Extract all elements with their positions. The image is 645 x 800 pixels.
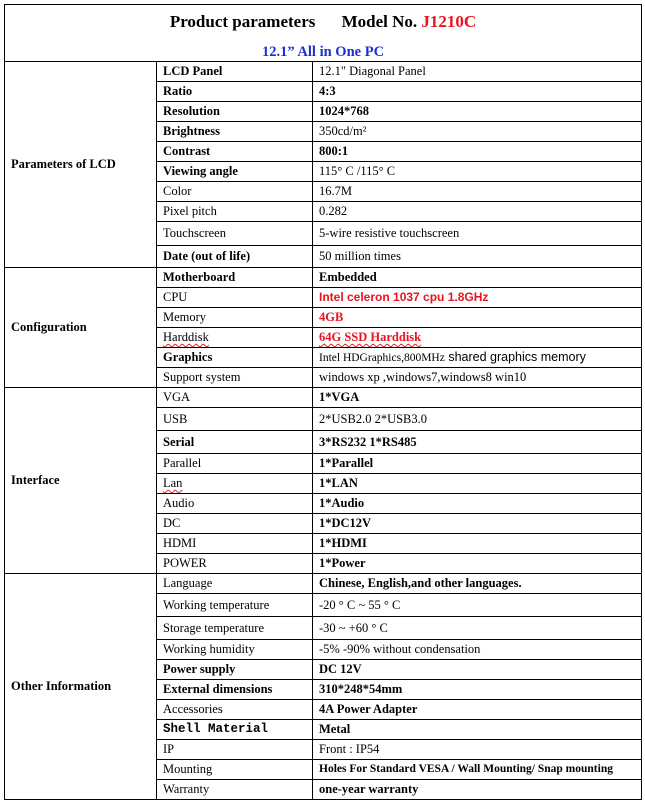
row-value: 350cd/m² (313, 122, 642, 142)
harddisk-value-text: 64G SSD Harddisk (319, 330, 422, 344)
row-value: 4:3 (313, 82, 642, 102)
row-label: Color (157, 182, 313, 202)
row-value: 2*USB2.0 2*USB3.0 (313, 408, 642, 431)
row-label: Shell Material (157, 720, 313, 740)
row-value: 800:1 (313, 142, 642, 162)
row-value: 1*VGA (313, 388, 642, 408)
row-value: 1*Audio (313, 494, 642, 514)
model-number: J1210C (421, 12, 477, 31)
row-label: Warranty (157, 780, 313, 800)
row-value (313, 348, 642, 368)
row-value: 115° C /115° C (313, 162, 642, 182)
row-value: 50 million times (313, 246, 642, 268)
row-value: Holes For Standard VESA / Wall Mounting/ Snap mounting (313, 760, 642, 780)
graphics-value-extra: shared graphics memory (444, 349, 586, 364)
header-title: Product parameters (169, 12, 316, 31)
row-label: HDMI (157, 534, 313, 554)
row-label: Support system (157, 368, 313, 388)
row-value: Front : IP54 (313, 740, 642, 760)
row-label: Audio (157, 494, 313, 514)
row-label: Motherboard (157, 268, 313, 288)
row-value: 310*248*54mm (313, 680, 642, 700)
row-label: Accessories (157, 700, 313, 720)
section-label-configuration: Configuration (5, 268, 157, 388)
row-label: Resolution (157, 102, 313, 122)
row-label: CPU (157, 288, 313, 308)
row-value (313, 328, 642, 348)
section-label-lcd: Parameters of LCD (5, 62, 157, 268)
row-label (157, 474, 313, 494)
row-label: LCD Panel (157, 62, 313, 82)
row-label: Mounting (157, 760, 313, 780)
row-value: Embedded (313, 268, 642, 288)
row-value: 5-wire resistive touchscreen (313, 222, 642, 246)
header-subtitle: 12.1” All in One PC (261, 44, 385, 60)
row-value: -20 ° C ~ 55 ° C (313, 594, 642, 617)
row-value: windows xp ,windows7,windows8 win10 (313, 368, 642, 388)
row-value: Chinese, English,and other languages. (313, 574, 642, 594)
row-value: 1*Power (313, 554, 642, 574)
header-row (5, 5, 642, 62)
row-label: VGA (157, 388, 313, 408)
header-title-line (11, 13, 635, 30)
row-label: POWER (157, 554, 313, 574)
row-value: 12.1" Diagonal Panel (313, 62, 642, 82)
row-value: 1024*768 (313, 102, 642, 122)
row-value: DC 12V (313, 660, 642, 680)
row-value: 0.282 (313, 202, 642, 222)
row-value: 3*RS232 1*RS485 (313, 431, 642, 454)
row-label: Working humidity (157, 640, 313, 660)
row-label: IP (157, 740, 313, 760)
row-label: Graphics (157, 348, 313, 368)
row-value: 16.7M (313, 182, 642, 202)
row-label: Working temperature (157, 594, 313, 617)
row-value: 1*HDMI (313, 534, 642, 554)
row-value: -5% -90% without condensation (313, 640, 642, 660)
table-row (5, 62, 642, 82)
row-label: Ratio (157, 82, 313, 102)
row-label: External dimensions (157, 680, 313, 700)
row-label: Pixel pitch (157, 202, 313, 222)
row-label: Parallel (157, 454, 313, 474)
section-label-other-information: Other Information (5, 574, 157, 800)
table-row (5, 388, 642, 408)
row-label: Language (157, 574, 313, 594)
row-value: 4GB (313, 308, 642, 328)
spec-table (4, 4, 642, 800)
row-label: Date (out of life) (157, 246, 313, 268)
row-label: DC (157, 514, 313, 534)
row-value: Metal (313, 720, 642, 740)
row-label: Power supply (157, 660, 313, 680)
row-label: Viewing angle (157, 162, 313, 182)
row-label: Touchscreen (157, 222, 313, 246)
table-row (5, 268, 642, 288)
row-value: 1*LAN (313, 474, 642, 494)
row-value: Intel celeron 1037 cpu 1.8GHz (313, 288, 642, 308)
row-value: -30 ~ +60 ° C (313, 617, 642, 640)
row-label: USB (157, 408, 313, 431)
row-label: Serial (157, 431, 313, 454)
row-label (157, 328, 313, 348)
graphics-value-main: Intel HDGraphics,800MHz (319, 351, 445, 364)
row-value: 4A Power Adapter (313, 700, 642, 720)
row-value: 1*DC12V (313, 514, 642, 534)
section-label-interface: Interface (5, 388, 157, 574)
lan-label-text: Lan (163, 476, 183, 490)
row-label: Memory (157, 308, 313, 328)
product-parameters-sheet (4, 4, 641, 796)
row-value: 1*Parallel (313, 454, 642, 474)
row-value: one-year warranty (313, 780, 642, 800)
row-label: Brightness (157, 122, 313, 142)
table-header (5, 5, 642, 62)
harddisk-label-text: Harddisk (163, 330, 209, 344)
model-label: Model No. (341, 12, 418, 31)
row-label: Storage temperature (157, 617, 313, 640)
row-label: Contrast (157, 142, 313, 162)
table-row (5, 574, 642, 594)
